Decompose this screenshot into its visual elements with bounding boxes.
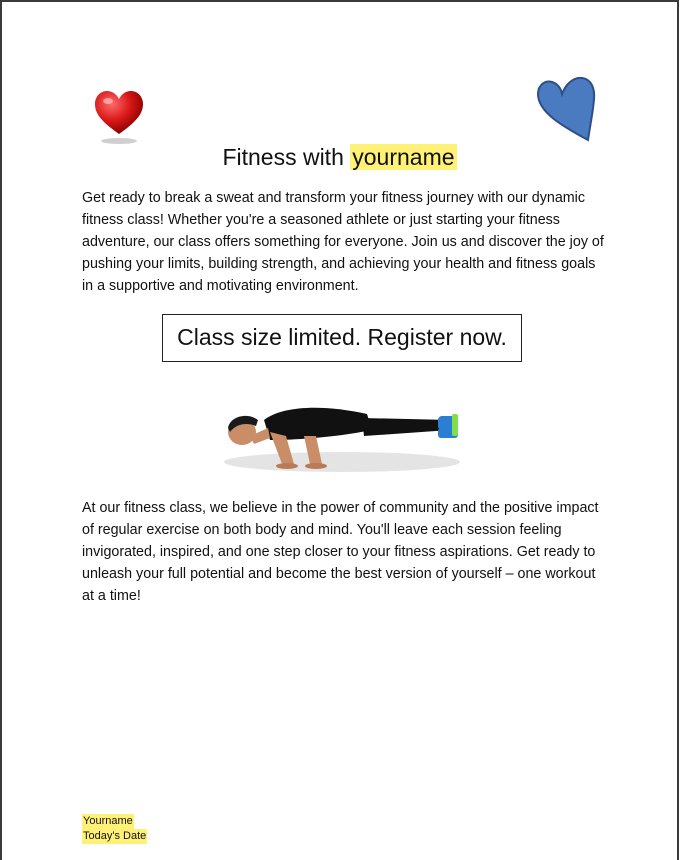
- register-callout-box: Class size limited. Register now.: [162, 314, 522, 362]
- blue-heart-icon: [532, 74, 600, 144]
- footer-date: Today's Date: [83, 830, 147, 842]
- red-heart-icon: [92, 88, 146, 146]
- title-prefix: Fitness with: [222, 144, 351, 170]
- footer-name: Yourname: [83, 815, 133, 827]
- intro-paragraph: Get ready to break a sweat and transform your fitness journey with our dynamic fitness class! Whether you're a seasoned athlete or just starting your fitness adventure, our class offers something for everyone. Join us and discover the joy of pushing your limits, building strength, and achieving your health and fitness goals in a supportive and motivating environment.: [82, 190, 604, 294]
- title-name-highlight: yourname: [352, 144, 455, 170]
- page-title: [2, 142, 677, 172]
- body-paragraph: At our fitness class, we believe in the power of community and the positive impact of regular exercise on both body and mind. You'll leave each session feeling invigorated, inspired, and one step closer to your fitness aspirations. Get ready to unleash your full potential and become the best version of yourself – one workout at a time!: [82, 500, 599, 604]
- pushup-man-photo: [212, 380, 472, 480]
- footer-block: [82, 814, 147, 844]
